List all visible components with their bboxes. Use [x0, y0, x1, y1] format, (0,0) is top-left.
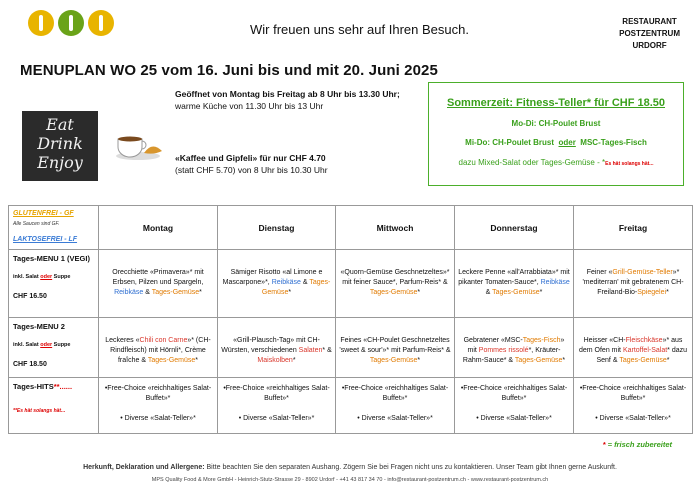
menu2-montag: Leckeres «Chili con Carne»* (CH-Rindfleisch) mit Hörnli*, Crème fraîche & Tages-Gemüse* [99, 318, 218, 378]
table-row [9, 318, 693, 378]
menu2-dienstag: «Grill-Plausch-Tag» mit CH-Würsten, verschiedenen Salaten* & Maiskolben* [218, 318, 336, 378]
summer-mi-do: Mi-Do: CH-Poulet Brust oder MSC-Tages-Fisch [465, 138, 647, 147]
menu1-donnerstag: Leckere Penne «all'Arrabbiata»* mit pikanter Tomaten-Sauce*, Reibkäse & Tages-Gemüse* [455, 250, 574, 318]
day-header-montag: Montag [99, 206, 218, 250]
restaurant-logo [28, 10, 114, 36]
summer-note: dazu Mixed-Salat oder Tages-Gemüse - *Es hät solangs hät... [458, 158, 654, 167]
footer-contact: MPS Quality Food & More GmbH - Heinrich-Stutz-Strasse 29 - 8902 Urdorf - +41 43 817 34 70 - info@restaurant-postzentrum.ch - www.restaurant-postzentrum.ch [151, 477, 549, 483]
hits-label: Tages-HITS**...... **Es hät solangs hät... [9, 378, 99, 434]
restaurant-name: RESTAURANT POSTZENTRUM URDORF [619, 17, 680, 50]
table-header-row [9, 206, 693, 250]
day-header-freitag: Freitag [574, 206, 693, 250]
logo-fork-icon [28, 10, 54, 36]
coffee-croissant-icon [110, 125, 166, 161]
summer-title: Sommerzeit: Fitness-Teller* für CHF 18.50 [446, 97, 666, 109]
menu1-mittwoch: «Quorn-Gemüse Geschnetzeltes»* mit feiner Sauce*, Parfum-Reis* & Tages-Gemüse* [336, 250, 455, 318]
table-row [9, 378, 693, 434]
menu1-label: Tages-MENU 1 (VEGI) inkl. Salat oder Suppe CHF 16.50 [9, 250, 99, 318]
day-header-dienstag: Dienstag [218, 206, 336, 250]
menu1-freitag: Feiner «Grill-Gemüse-Teller»* 'mediterran' mit gebratenem CH-Freiland-Bio-Spiegelei* [574, 250, 693, 318]
fresh-legend: * = frisch zubereitet [602, 440, 672, 449]
hits-freitag: •Free-Choice «reichhaltiges Salat-Buffet»* • Diverse «Salat-Teller»* [574, 378, 693, 434]
opening-hours: Geöffnet von Montag bis Freitag ab 8 Uhr bis 13.30 Uhr; warme Küche von 11.30 Uhr bis 13 Uhr [175, 89, 400, 111]
welcome-text: Wir freuen uns sehr auf Ihren Besuch. [250, 22, 469, 37]
footer-allergens: Herkunft, Deklaration und Allergene: Bitte beachten Sie den separaten Aushang. Zögern Sie bei Fragen nicht uns zu kontaktieren. Unser Team gibt Ihnen gerne Auskunft. [83, 464, 617, 471]
menu2-mittwoch: Feines «CH-Poulet Geschnetzeltes 'sweet & sour'»* mit Parfum-Reis* & Tages-Gemüse* [336, 318, 455, 378]
hits-dienstag: •Free-Choice «reichhaltiges Salat-Buffet»* • Diverse «Salat-Teller»* [218, 378, 336, 434]
day-header-donnerstag: Donnerstag [455, 206, 574, 250]
menu2-label: Tages-MENU 2 inkl. Salat oder Suppe CHF 18.50 [9, 318, 99, 378]
menu2-freitag: Heisser «CH-Fleischkäse»* aus dem Ofen mit Kartoffel-Salat* dazu Senf & Tages-Gemüse* [574, 318, 693, 378]
menu1-montag: Orecchiette «Primavera»* mit Erbsen, Pilzen und Spargeln, Reibkäse & Tages-Gemüse* [99, 250, 218, 318]
day-header-mittwoch: Mittwoch [336, 206, 455, 250]
hits-montag: •Free-Choice «reichhaltiges Salat-Buffet»* • Diverse «Salat-Teller»* [99, 378, 218, 434]
logo-knife-icon [88, 10, 114, 36]
menu-table [8, 205, 693, 434]
lactosefree-label: LAKTOSEFREI - LF [13, 236, 78, 243]
menu2-donnerstag: Gebratener «MSC-Tages-Fisch» mit Pommes rissolé*, Kräuter-Rahm-Sauce* & Tages-Gemüse* [455, 318, 574, 378]
diet-legend [9, 206, 99, 250]
menu1-dienstag: Sämiger Risotto «al Limone e Mascarpone»*, Reibkäse & Tages-Gemüse* [218, 250, 336, 318]
eat-drink-enjoy-image: Eat Drink Enjoy [22, 111, 98, 181]
summer-mo-di: Mo-Di: CH-Poulet Brust [511, 119, 601, 128]
table-row [9, 250, 693, 318]
page-title: MENUPLAN WO 25 vom 16. Juni bis und mit 20. Juni 2025 [20, 62, 438, 79]
glutenfree-note: Alle Saucen sind GF. [13, 221, 60, 227]
logo-spoon-icon [58, 10, 84, 36]
hits-donnerstag: •Free-Choice «reichhaltiges Salat-Buffet»* • Diverse «Salat-Teller»* [455, 378, 574, 434]
coffee-offer: «Kaffee und Gipfeli» für nur CHF 4.70 (statt CHF 5.70) von 8 Uhr bis 10.30 Uhr [175, 153, 328, 175]
summer-fitness-box [428, 82, 684, 186]
hits-mittwoch: •Free-Choice «reichhaltiges Salat-Buffet»* • Diverse «Salat-Teller»* [336, 378, 455, 434]
glutenfree-label: GLUTENFREI - GF [13, 210, 74, 217]
